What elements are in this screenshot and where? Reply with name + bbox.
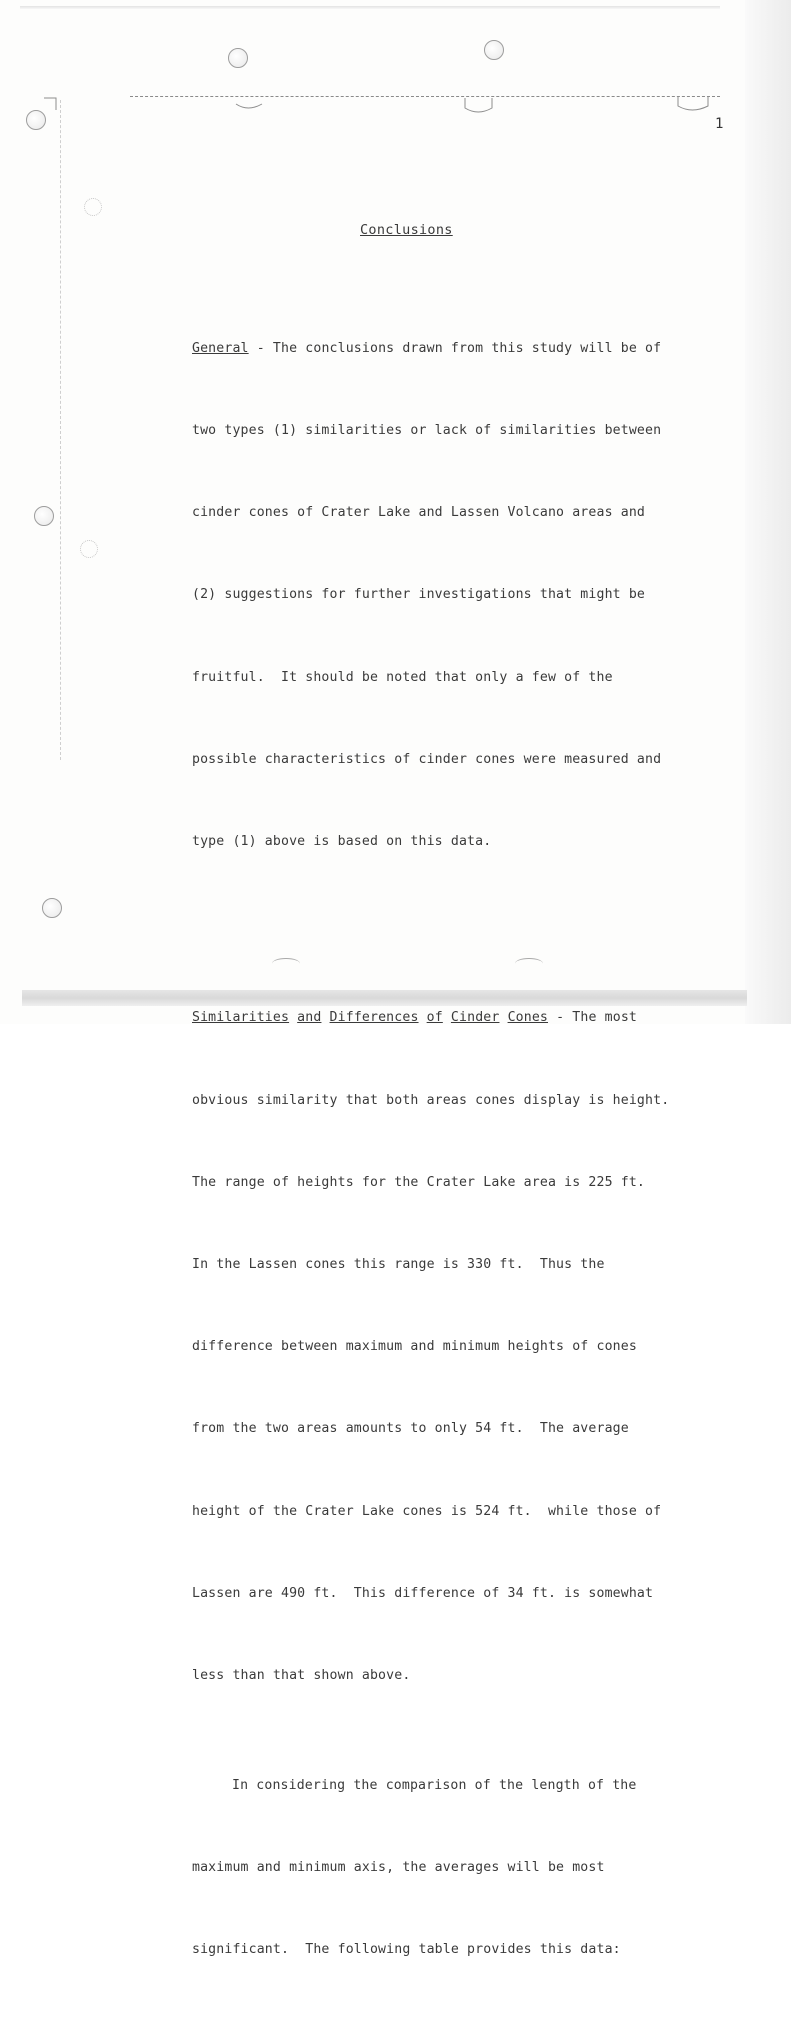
heading-word: of xyxy=(426,1010,443,1026)
paragraph-line: difference between maximum and minimum heights of cones xyxy=(192,1339,637,1355)
bottom-stamp-mark xyxy=(515,958,543,969)
paragraph-line: fruitful. It should be noted that only a few of the xyxy=(192,669,613,685)
paragraph-line: In the Lassen cones this range is 330 ft. Thus the xyxy=(192,1257,605,1273)
section-title: Conclusions xyxy=(360,222,453,238)
stamp-curve-mark xyxy=(678,96,708,110)
paragraph-line: two types (1) similarities or lack of similarities between xyxy=(192,423,662,439)
heading-word: Differences xyxy=(329,1010,419,1026)
paragraph-line: Lassen are 490 ft. This difference of 34 ft. is somewhat xyxy=(192,1585,654,1601)
heading-word: Similarities xyxy=(192,1010,290,1026)
paragraph-line: type (1) above is based on this data. xyxy=(192,834,492,850)
paragraph-line: height of the Crater Lake cones is 524 ft. while those of xyxy=(192,1503,662,1519)
bottom-stamp-mark xyxy=(272,958,300,969)
paragraph-line: obvious similarity that both areas cones display is height. xyxy=(192,1092,670,1108)
heading-word: Cones xyxy=(507,1010,549,1026)
corner-bracket-mark xyxy=(44,98,56,110)
paragraph-heading: General xyxy=(192,340,249,356)
paragraph-line: General - The conclusions drawn from this study will be of xyxy=(192,340,662,356)
heading-word: Cinder xyxy=(450,1010,500,1026)
paragraph-line: Similarities and Differences of Cinder Cones - The most xyxy=(192,1010,638,1026)
paragraph-gap xyxy=(192,910,692,922)
page-number: 1 xyxy=(715,116,724,132)
heading-word: and xyxy=(297,1010,322,1026)
paragraph-line: maximum and minimum axis, the averages will be most xyxy=(192,1859,605,1875)
paragraph-line: significant. The following table provides this data: xyxy=(192,1942,621,1958)
paragraph-line: less than that shown above. xyxy=(192,1668,411,1684)
paragraph-line: possible characteristics of cinder cones were measured and xyxy=(192,751,662,767)
paragraph-line: from the two areas amounts to only 54 ft. The average xyxy=(192,1421,629,1437)
paragraph-line: (2) suggestions for further investigations that might be xyxy=(192,587,646,603)
stamp-curve-mark xyxy=(236,104,262,108)
paragraph-line: The range of heights for the Crater Lake area is 225 ft. xyxy=(192,1174,646,1190)
paragraph-line: cinder cones of Crater Lake and Lassen Volcano areas and xyxy=(192,505,646,521)
paragraph-line: In considering the comparison of the length of the xyxy=(232,1777,637,1793)
stamp-curve-mark xyxy=(465,98,492,112)
body-text xyxy=(192,280,692,2018)
